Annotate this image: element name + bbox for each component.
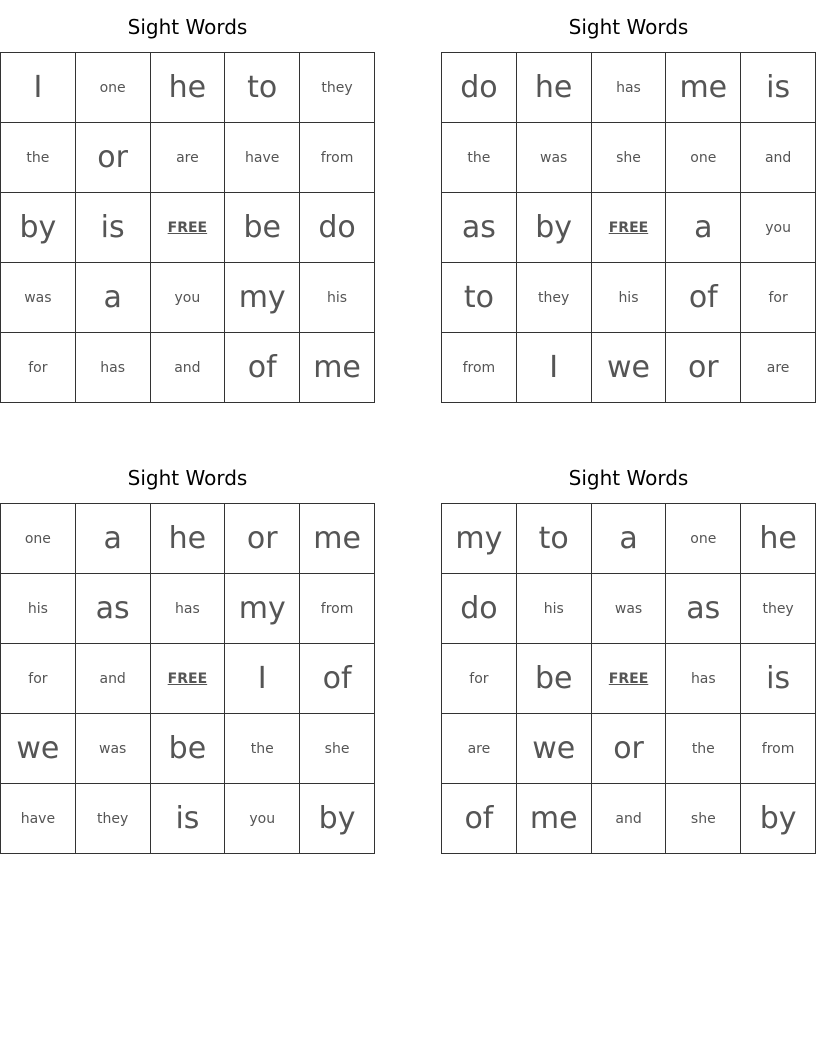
free-space: FREE — [591, 644, 666, 714]
word-cell: has — [75, 333, 150, 403]
bingo-grid — [441, 503, 816, 854]
word-cell: you — [741, 193, 816, 263]
word-cell: we — [591, 333, 666, 403]
word-cell: his — [1, 574, 76, 644]
word-cell: the — [442, 123, 517, 193]
grid-row — [442, 574, 816, 644]
word-cell: me — [300, 504, 375, 574]
grid-row — [442, 504, 816, 574]
word-cell: a — [666, 193, 741, 263]
word-cell: are — [150, 123, 225, 193]
grid-row — [1, 644, 375, 714]
word-cell: do — [442, 574, 517, 644]
word-cell: his — [300, 263, 375, 333]
word-cell: me — [666, 53, 741, 123]
word-cell: or — [75, 123, 150, 193]
word-cell: have — [1, 784, 76, 854]
word-cell: as — [75, 574, 150, 644]
word-cell: the — [225, 714, 300, 784]
word-cell: they — [300, 53, 375, 123]
grid-row — [1, 504, 375, 574]
word-cell: is — [741, 53, 816, 123]
word-cell: to — [225, 53, 300, 123]
word-cell: from — [300, 123, 375, 193]
word-cell: and — [150, 333, 225, 403]
word-cell: be — [516, 644, 591, 714]
word-cell: has — [591, 53, 666, 123]
word-cell: he — [150, 504, 225, 574]
word-cell: I — [1, 53, 76, 123]
word-cell: she — [666, 784, 741, 854]
word-cell: one — [75, 53, 150, 123]
word-cell: his — [591, 263, 666, 333]
word-cell: one — [1, 504, 76, 574]
word-cell: they — [75, 784, 150, 854]
word-cell: was — [1, 263, 76, 333]
grid-row — [1, 193, 375, 263]
grid-row — [442, 644, 816, 714]
word-cell: of — [300, 644, 375, 714]
word-cell: was — [591, 574, 666, 644]
word-cell: of — [225, 333, 300, 403]
word-cell: is — [150, 784, 225, 854]
word-cell: for — [1, 333, 76, 403]
word-cell: from — [741, 714, 816, 784]
word-cell: of — [666, 263, 741, 333]
word-cell: be — [225, 193, 300, 263]
grid-row — [442, 263, 816, 333]
bingo-grid — [0, 52, 375, 403]
word-cell: from — [442, 333, 517, 403]
word-cell: and — [741, 123, 816, 193]
grid-row — [442, 193, 816, 263]
word-cell: was — [516, 123, 591, 193]
word-cell: for — [1, 644, 76, 714]
word-cell: from — [300, 574, 375, 644]
word-cell: are — [442, 714, 517, 784]
free-space: FREE — [150, 193, 225, 263]
word-cell: he — [516, 53, 591, 123]
word-cell: and — [75, 644, 150, 714]
card-title: Sight Words — [127, 466, 248, 490]
word-cell: we — [1, 714, 76, 784]
word-cell: is — [741, 644, 816, 714]
word-cell: a — [591, 504, 666, 574]
grid-row — [1, 53, 375, 123]
word-cell: me — [300, 333, 375, 403]
word-cell: she — [300, 714, 375, 784]
word-cell: my — [442, 504, 517, 574]
grid-row — [442, 714, 816, 784]
word-cell: or — [225, 504, 300, 574]
card-title: Sight Words — [568, 466, 689, 490]
word-cell: they — [516, 263, 591, 333]
word-cell: and — [591, 784, 666, 854]
word-cell: he — [150, 53, 225, 123]
word-cell: are — [741, 333, 816, 403]
word-cell: you — [150, 263, 225, 333]
word-cell: we — [516, 714, 591, 784]
word-cell: is — [75, 193, 150, 263]
word-cell: a — [75, 263, 150, 333]
word-cell: my — [225, 574, 300, 644]
word-cell: of — [442, 784, 517, 854]
word-cell: I — [225, 644, 300, 714]
word-cell: or — [666, 333, 741, 403]
word-cell: to — [442, 263, 517, 333]
grid-row — [1, 574, 375, 644]
word-cell: by — [516, 193, 591, 263]
word-cell: for — [741, 263, 816, 333]
grid-row — [442, 784, 816, 854]
bingo-grid — [441, 52, 816, 403]
word-cell: a — [75, 504, 150, 574]
word-cell: one — [666, 504, 741, 574]
word-cell: me — [516, 784, 591, 854]
word-cell: be — [150, 714, 225, 784]
grid-row — [1, 333, 375, 403]
word-cell: to — [516, 504, 591, 574]
word-cell: I — [516, 333, 591, 403]
grid-row — [1, 784, 375, 854]
card-title: Sight Words — [568, 15, 689, 39]
bingo-grid — [0, 503, 375, 854]
word-cell: do — [300, 193, 375, 263]
word-cell: his — [516, 574, 591, 644]
grid-row — [1, 263, 375, 333]
word-cell: the — [1, 123, 76, 193]
word-cell: the — [666, 714, 741, 784]
word-cell: they — [741, 574, 816, 644]
grid-row — [1, 123, 375, 193]
word-cell: she — [591, 123, 666, 193]
word-cell: as — [666, 574, 741, 644]
word-cell: by — [300, 784, 375, 854]
word-cell: has — [666, 644, 741, 714]
card-title: Sight Words — [127, 15, 248, 39]
word-cell: by — [741, 784, 816, 854]
word-cell: have — [225, 123, 300, 193]
word-cell: he — [741, 504, 816, 574]
word-cell: by — [1, 193, 76, 263]
word-cell: or — [591, 714, 666, 784]
grid-row — [442, 123, 816, 193]
grid-row — [442, 333, 816, 403]
free-space: FREE — [150, 644, 225, 714]
word-cell: has — [150, 574, 225, 644]
word-cell: you — [225, 784, 300, 854]
word-cell: do — [442, 53, 517, 123]
grid-row — [1, 714, 375, 784]
word-cell: was — [75, 714, 150, 784]
word-cell: for — [442, 644, 517, 714]
word-cell: my — [225, 263, 300, 333]
grid-row — [442, 53, 816, 123]
word-cell: as — [442, 193, 517, 263]
word-cell: one — [666, 123, 741, 193]
free-space: FREE — [591, 193, 666, 263]
